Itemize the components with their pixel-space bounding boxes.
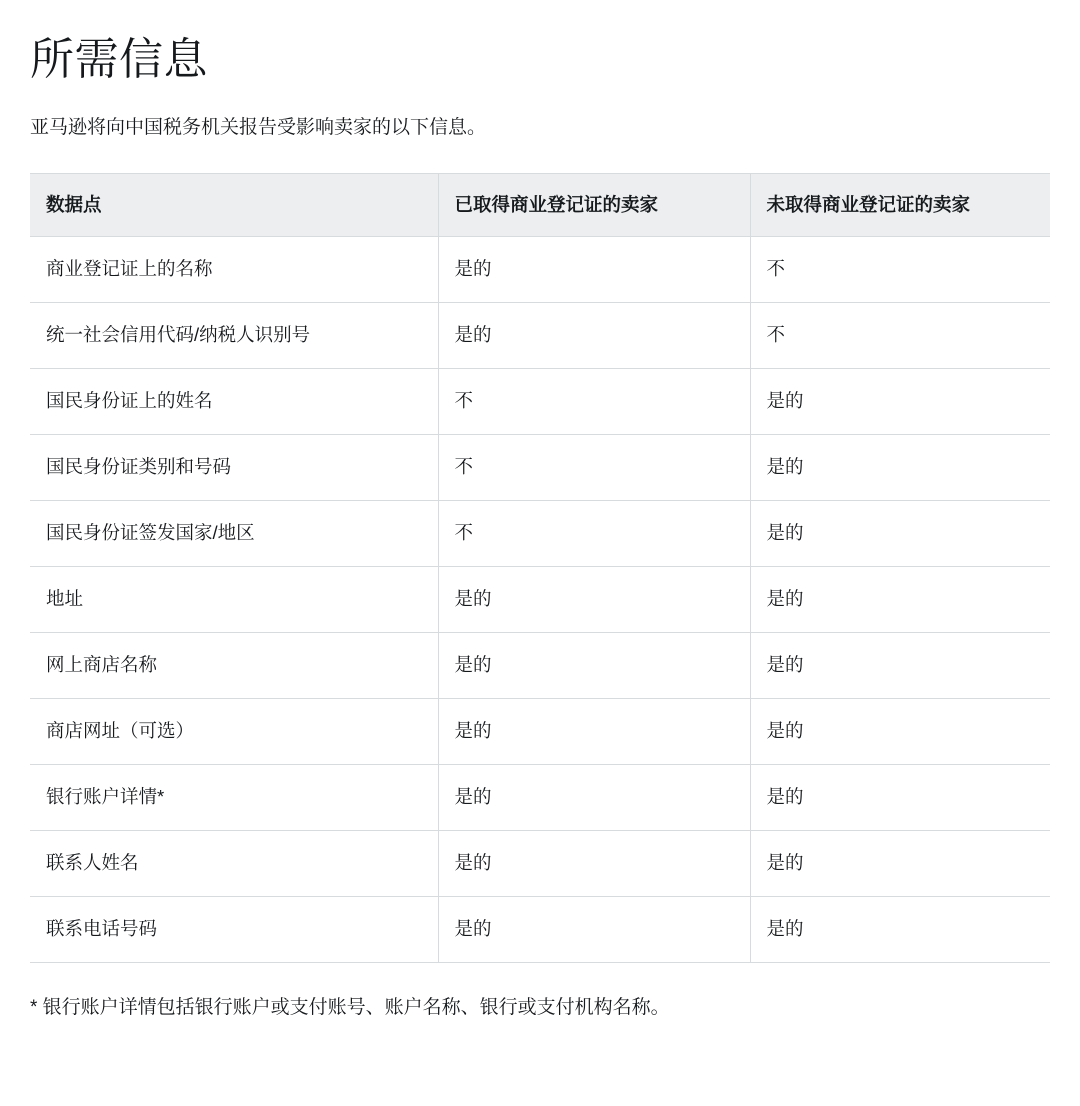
table-cell-value: 是的 — [750, 369, 1050, 435]
table-cell-value: 不 — [438, 435, 750, 501]
column-header-registered-sellers: 已取得商业登记证的卖家 — [438, 174, 750, 237]
table-cell-value: 是的 — [438, 303, 750, 369]
table-cell-data-point: 地址 — [30, 567, 438, 633]
table-cell-value: 是的 — [438, 633, 750, 699]
table-body — [30, 237, 1050, 963]
table-cell-data-point: 联系电话号码 — [30, 897, 438, 963]
table-row — [30, 567, 1050, 633]
table-cell-value: 不 — [438, 501, 750, 567]
table-cell-value: 是的 — [750, 699, 1050, 765]
table-cell-data-point: 国民身份证类别和号码 — [30, 435, 438, 501]
table-header — [30, 174, 1050, 237]
table-cell-value: 是的 — [438, 897, 750, 963]
table-row — [30, 501, 1050, 567]
table-row — [30, 237, 1050, 303]
table-cell-value: 是的 — [750, 567, 1050, 633]
table-cell-value: 不 — [750, 237, 1050, 303]
table-row — [30, 765, 1050, 831]
table-row — [30, 435, 1050, 501]
table-cell-data-point: 商业登记证上的名称 — [30, 237, 438, 303]
table-cell-value: 是的 — [750, 897, 1050, 963]
table-header-row — [30, 174, 1050, 237]
table-cell-data-point: 银行账户详情* — [30, 765, 438, 831]
table-cell-data-point: 网上商店名称 — [30, 633, 438, 699]
table-cell-value: 是的 — [750, 633, 1050, 699]
table-row — [30, 699, 1050, 765]
table-cell-value: 是的 — [750, 435, 1050, 501]
table-cell-data-point: 联系人姓名 — [30, 831, 438, 897]
table-cell-value: 是的 — [438, 567, 750, 633]
table-cell-data-point: 国民身份证上的姓名 — [30, 369, 438, 435]
table-row — [30, 303, 1050, 369]
table-row — [30, 831, 1050, 897]
table-cell-value: 是的 — [750, 501, 1050, 567]
table-row — [30, 897, 1050, 963]
table-cell-value: 不 — [750, 303, 1050, 369]
column-header-data-point: 数据点 — [30, 174, 438, 237]
table-row — [30, 633, 1050, 699]
table-cell-value: 不 — [438, 369, 750, 435]
table-cell-value: 是的 — [438, 237, 750, 303]
page-title: 所需信息 — [30, 35, 208, 84]
table-cell-value: 是的 — [750, 765, 1050, 831]
table-cell-value: 是的 — [438, 765, 750, 831]
required-information-table — [30, 173, 1050, 963]
table-cell-data-point: 统一社会信用代码/纳税人识别号 — [30, 303, 438, 369]
table-cell-value: 是的 — [438, 831, 750, 897]
intro-paragraph: 亚马逊将向中国税务机关报告受影响卖家的以下信息。 — [30, 117, 487, 138]
table-cell-data-point: 国民身份证签发国家/地区 — [30, 501, 438, 567]
column-header-unregistered-sellers: 未取得商业登记证的卖家 — [750, 174, 1050, 237]
table-row — [30, 369, 1050, 435]
footnote: * 银行账户详情包括银行账户或支付账号、账户名称、银行或支付机构名称。 — [30, 997, 670, 1019]
table-cell-value: 是的 — [438, 699, 750, 765]
table-cell-value: 是的 — [750, 831, 1050, 897]
table-cell-data-point: 商店网址（可选） — [30, 699, 438, 765]
